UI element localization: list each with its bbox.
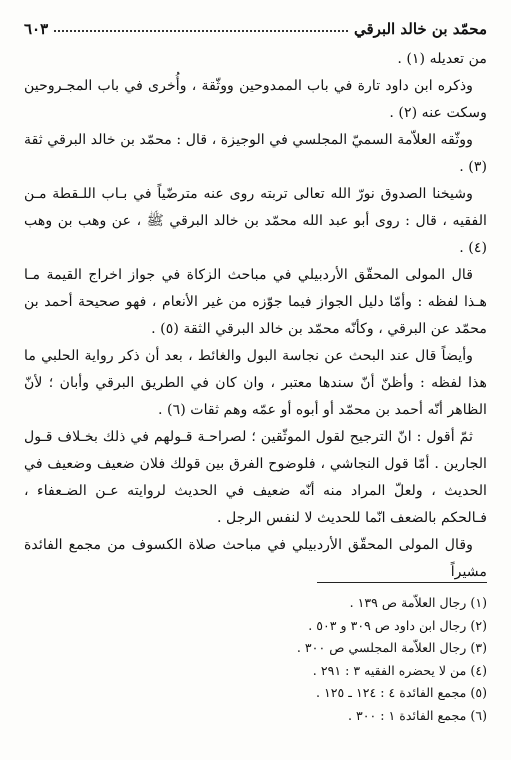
footnote: (٢) رجال ابن داود ص ٣٠٩ و ٥٠٣ . <box>308 617 487 633</box>
paragraph: وشيخنا الصدوق نورّ الله تعالى تربته روى عنه مترضّياً في بـاب اللـقطة مـن الفقيه ، قال : روى أبو عبد الله محمّد بن خالد البرقي ﷺ ، عن وهب بن وهب (٤) . <box>24 186 487 256</box>
footnotes <box>24 592 487 727</box>
running-title: محمّد بن خالد البرقي <box>353 20 487 38</box>
footnote-separator <box>317 582 487 583</box>
paragraph: من تعديله (١) . <box>397 51 487 67</box>
paragraph: ووثّقه العلاّمة السميّ المجلسي في الوجيزة ، قال : محمّد بن خالد البرقي ثقة (٣) . <box>24 132 487 175</box>
body-text <box>24 46 487 586</box>
footnote: (٦) مجمع الفائدة ١ : ٣٠٠ . <box>347 707 487 723</box>
page-number: ٦٠٣ <box>24 20 49 38</box>
running-header <box>24 14 487 38</box>
footnote: (٣) رجال العلاّمة المجلسي ص ٣٠٠ . <box>296 640 487 655</box>
paragraph: وقال المولى المحقّق الأردبيلي في مباحث صلاة الكسوف من مجمع الفائدة مشيراً <box>24 537 487 580</box>
paragraph: وذكره ابن داود تارة في باب الممدوحين ووثّقة ، وأُخرى في باب المجـروحين وسكت عنه (٢) . <box>24 78 487 121</box>
paragraph: قال المولى المحقّق الأردبيلي في مباحث الزكاة في جواز اخراج القيمة مـا هـذا لفظه : وأمّا دليل الجواز فيما جوّزه من غير الأنعام ، فهو صحيحة أحمد بن محمّد عن البرقي ، وكأنّه محمّد بن خالد البرقي الثقة (٥) . <box>24 267 487 337</box>
paragraph: ثمّ أقول : انّ الترجيح لقول الموثّقين ؛ لصراحـة قـولهم في ذلك بخـلاف قـول الجارين . أمّا قول النجاشي ، فلوضوح الفرق بين قولك فلان ضعيف وضعيف في الحديث ، ولعلّ المراد منه أنّه ضعيف في الحديث لروايته عـن الضـعفاء ، فـالحكم بالضعف انّما للحديث لا لنفس الرجل . <box>24 429 487 526</box>
footnote: (٤) من لا يحضره الفقيه ٣ : ٢٩١ . <box>312 662 487 678</box>
footnote: (٥) مجمع الفائدة ٤ : ١٢٤ ـ ١٢٥ . <box>315 685 487 700</box>
footnote: (١) رجال العلاّمة ص ١٣٩ . <box>349 595 487 610</box>
paragraph: وأيضاً قال عند البحث عن نجاسة البول والغائط ، بعد أن ذكر رواية الحلبي ما هذا لفظه : وأظنّ أنّ سندها معتبر ، وان كان في الطريق البرقي وأبان ؛ لأنّ الظاهر أنّه أحمد بن محمّد أو أبوه أو عمّه وهم ثقات (٦) . <box>24 348 487 418</box>
header-dot-leader <box>54 30 348 32</box>
